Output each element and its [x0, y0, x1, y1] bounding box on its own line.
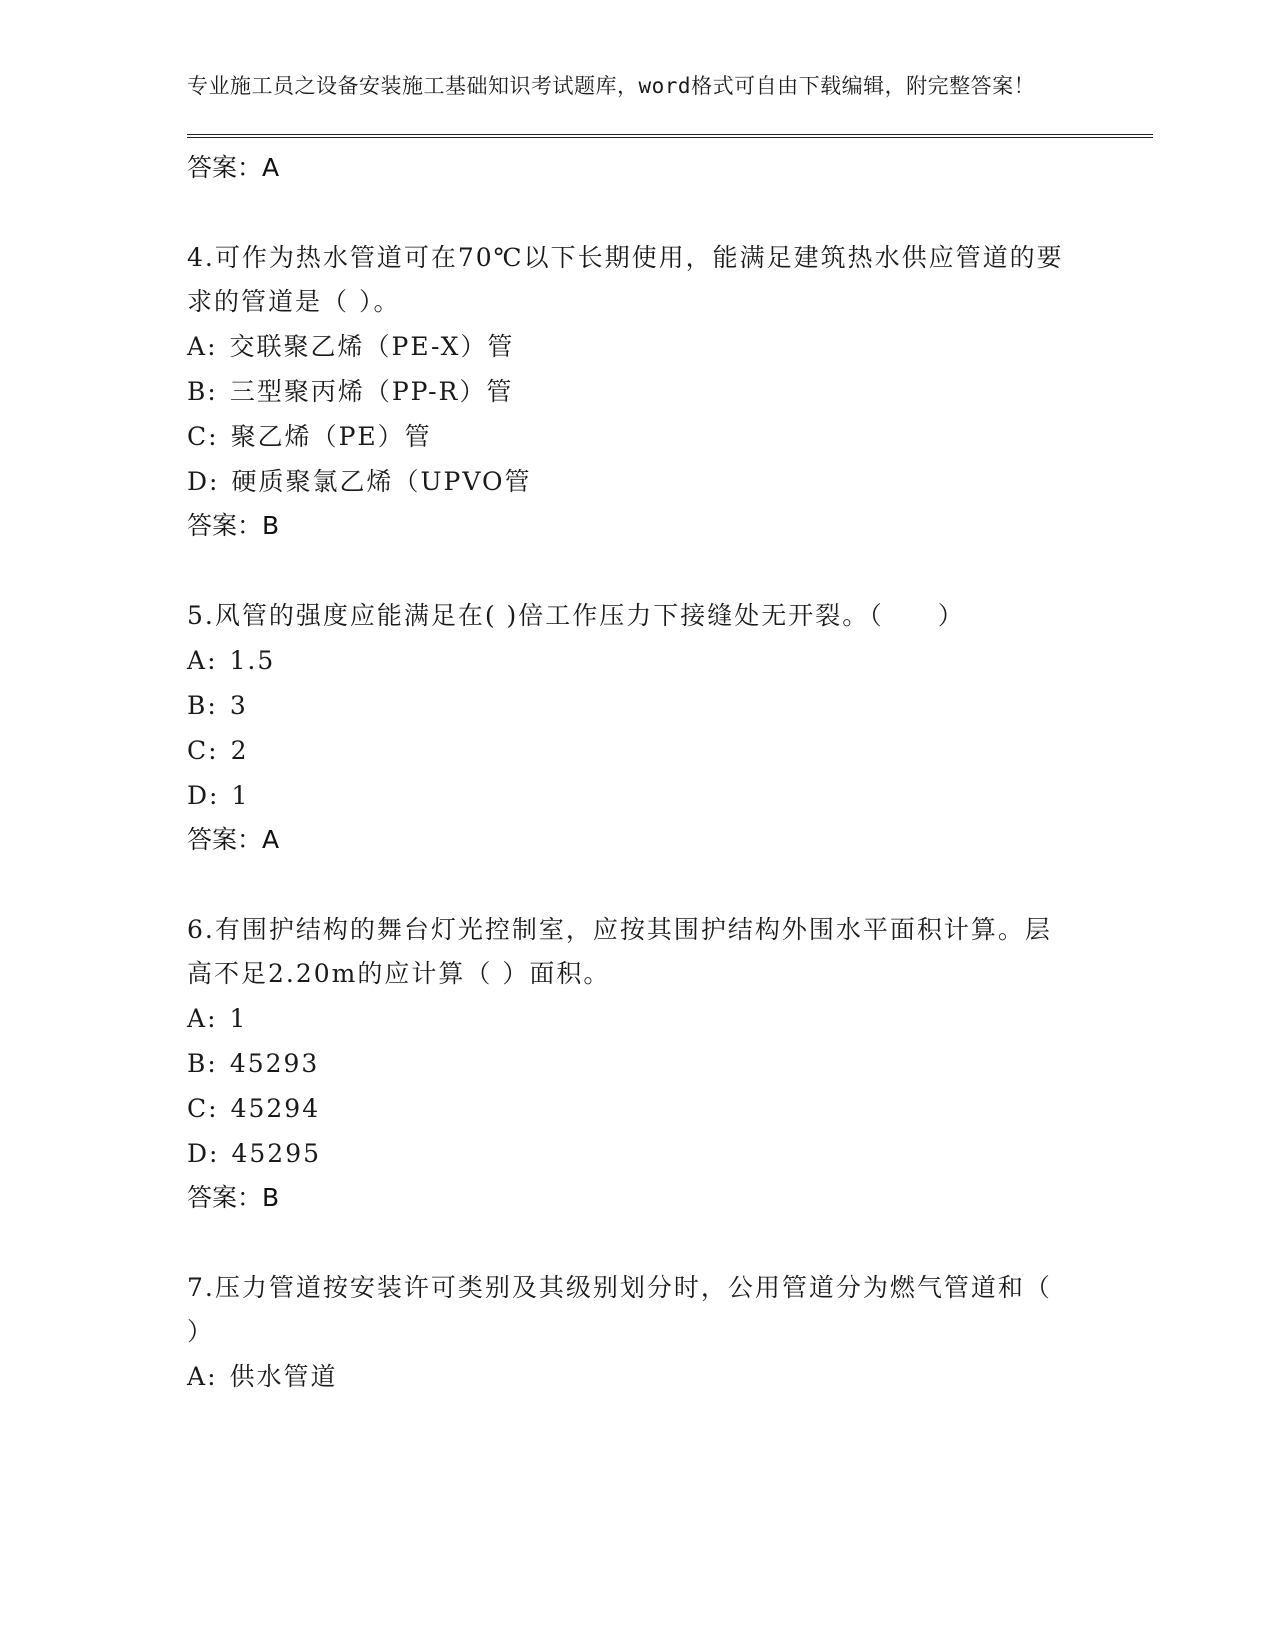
option-d: D: 1	[187, 781, 250, 810]
option-b: B: 三型聚丙烯（PP-R）管	[187, 377, 514, 406]
option-b: B: 3	[187, 691, 248, 720]
option-a: A: 供水管道	[187, 1362, 338, 1391]
option-a: A: 交联聚乙烯（PE-X）管	[187, 332, 515, 361]
question-text: 6.有围护结构的舞台灯光控制室，应按其围护结构外围水平面积计算。层高不足2.20m的应计算（ ）面积。	[187, 915, 1052, 988]
option-c: C: 聚乙烯（PE）管	[187, 422, 432, 451]
header-divider	[187, 134, 1153, 138]
document-page	[187, 70, 1107, 1399]
question-text: 4.可作为热水管道可在70℃以下长期使用，能满足建筑热水供应管道的要求的管道是（ ）。	[187, 243, 1064, 316]
answer-line: 答案：A	[187, 153, 280, 182]
option-d: D: 硬质聚氯乙烯（UPVO管	[187, 467, 532, 496]
document-header: 专业施工员之设备安装施工基础知识考试题库，word格式可自由下载编辑，附完整答案！	[187, 74, 1036, 98]
option-a: A: 1.5	[187, 646, 276, 675]
option-d: D: 45295	[187, 1139, 322, 1168]
question-text: 7.压力管道按安装许可类别及其级别划分时，公用管道分为燃气管道和（ ）	[187, 1273, 1052, 1346]
question-text: 5.风管的强度应能满足在( )倍工作压力下接缝处无开裂。（ ）	[187, 601, 965, 630]
option-b: B: 45293	[187, 1049, 320, 1078]
question-block	[187, 594, 1107, 862]
question-block	[187, 908, 1107, 1220]
answer-line: 答案：B	[187, 511, 280, 540]
option-a: A: 1	[187, 1004, 248, 1033]
answer-line: 答案：B	[187, 1183, 280, 1212]
option-c: C: 2	[187, 736, 249, 765]
option-c: C: 45294	[187, 1094, 321, 1123]
answer-line: 答案：A	[187, 825, 280, 854]
question-block	[187, 1266, 1107, 1399]
question-block	[187, 236, 1107, 548]
